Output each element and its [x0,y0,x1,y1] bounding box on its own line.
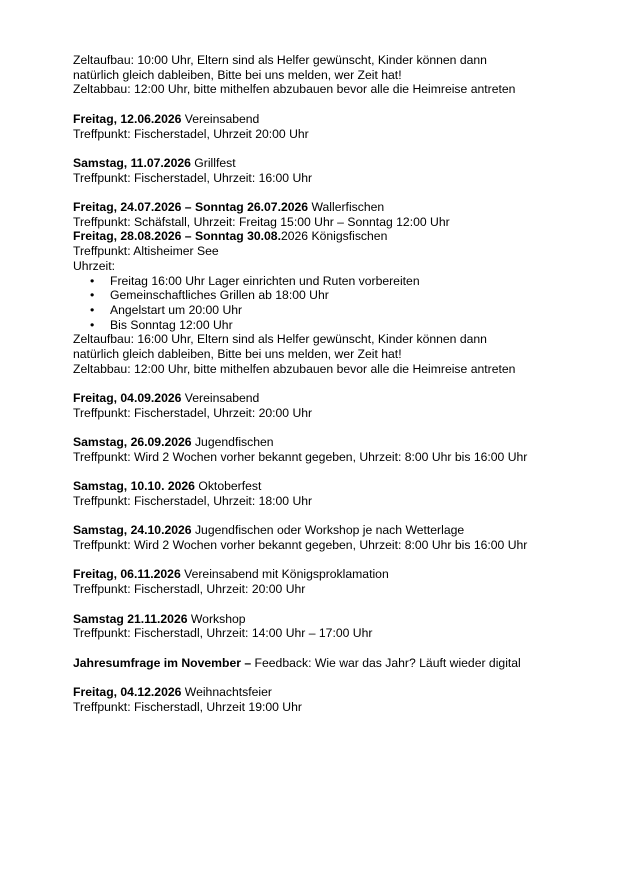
koenigsfischen-time-label: Uhrzeit: [73,258,115,273]
list-item-text: Freitag 16:00 Uhr Lager einrichten und Ruten vorbereiten [110,273,420,288]
event-date: Freitag, 24.07.2026 – Sonntag 26.07.2026 [73,199,309,214]
intro-setup-line-2: natürlich gleich dableiben, Bitte bei uns melden, wer Zeit hat! [73,67,402,82]
list-item-text: Angelstart um 20:00 Uhr [110,302,243,317]
event-heading [73,200,618,215]
list-item [73,288,618,303]
koenigsfischen-setup-line-2: natürlich gleich dableiben, Bitte bei uns melden, wer Zeit hat! [73,347,402,362]
list-item-text: Bis Sonntag 12:00 Uhr [110,317,233,332]
event-heading [73,479,618,494]
event-heading [73,567,618,582]
event-heading [73,435,618,450]
bullet-icon: • [90,317,95,332]
bullet-icon: • [90,288,95,303]
event-title: 2026 Königsfischen [280,229,388,244]
event-date: Samstag, 26.09.2026 [73,435,192,450]
event-details: Treffpunkt: Fischerstadl, Uhrzeit: 20:00 Uhr [73,582,306,597]
event-heading [73,229,618,244]
list-item [73,318,618,333]
event-title: Grillfest [190,155,236,170]
event-heading [73,156,618,171]
event-details: Treffpunkt: Fischerstadl, Uhrzeit: 14:00 Uhr – 17:00 Uhr [73,626,373,641]
event-date: Samstag 21.11.2026 [73,611,188,626]
koenigsfischen-schedule-list [73,274,618,333]
list-item [73,303,618,318]
event-date: Freitag, 12.06.2026 [73,111,182,126]
event-title: Weihnachtsfeier [181,685,272,700]
survey-heading [73,656,618,671]
event-date: Samstag, 11.07.2026 [73,155,191,170]
list-item-text: Gemeinschaftliches Grillen ab 18:00 Uhr [110,288,329,303]
event-title: Wallerfischen [308,199,385,214]
list-item [73,274,618,289]
event-title: Workshop [187,611,246,626]
event-details: Treffpunkt: Schäfstall, Uhrzeit: Freitag 15:00 Uhr – Sonntag 12:00 Uhr [73,214,450,229]
event-details: Treffpunkt: Fischerstadel, Uhrzeit: 20:00 Uhr [73,405,313,420]
event-heading [73,391,618,406]
event-details: Treffpunkt: Fischerstadel, Uhrzeit: 18:00 Uhr [73,494,313,508]
event-details: Treffpunkt: Fischerstadl, Uhrzeit 19:00 Uhr [73,699,302,714]
event-title: Jugendfischen [191,435,274,450]
intro-teardown-line: Zeltabbau: 12:00 Uhr, bitte mithelfen abzubauen bevor alle die Heimreise antreten [73,82,516,97]
document-page [73,53,618,714]
event-date: Freitag, 06.11.2026 [73,567,181,582]
event-title: Vereinsabend [181,111,260,126]
bullet-icon: • [90,273,95,288]
event-title: Oktoberfest [194,479,262,494]
event-details: Treffpunkt: Fischerstadel, Uhrzeit: 16:00 Uhr [73,170,313,185]
event-date: Freitag, 04.09.2026 [73,391,182,406]
event-details: Treffpunkt: Wird 2 Wochen vorher bekannt gegeben, Uhrzeit: 8:00 Uhr bis 16:00 Uhr [73,449,528,464]
event-title: Jugendfischen oder Workshop je nach Wetterlage [191,523,465,538]
event-title: Vereinsabend [181,391,260,406]
survey-text: Feedback: Wie war das Jahr? Läuft wieder digital [251,655,521,670]
koenigsfischen-setup-line: Zeltaufbau: 16:00 Uhr, Eltern sind als Helfer gewünscht, Kinder können dann [73,332,487,347]
survey-label: Jahresumfrage im November – [73,655,252,670]
bullet-icon: • [90,302,95,317]
event-details: Treffpunkt: Altisheimer See [73,244,219,259]
intro-setup-line: Zeltaufbau: 10:00 Uhr, Eltern sind als Helfer gewünscht, Kinder können dann [73,53,487,67]
event-heading [73,612,618,627]
event-date: Samstag, 24.10.2026 [73,523,192,538]
event-heading [73,112,618,127]
event-heading [73,685,618,700]
event-details: Treffpunkt: Wird 2 Wochen vorher bekannt gegeben, Uhrzeit: 8:00 Uhr bis 16:00 Uhr [73,538,528,553]
event-date: Freitag, 28.08.2026 – Sonntag 30.08. [73,229,281,244]
koenigsfischen-teardown-line: Zeltabbau: 12:00 Uhr, bitte mithelfen abzubauen bevor alle die Heimreise antreten [73,361,516,376]
event-heading [73,523,618,538]
event-title: Vereinsabend mit Königsproklamation [180,567,389,582]
event-date: Freitag, 04.12.2026 [73,685,182,700]
event-date: Samstag, 10.10. 2026 [73,479,195,494]
event-details: Treffpunkt: Fischerstadel, Uhrzeit 20:00 Uhr [73,126,309,141]
